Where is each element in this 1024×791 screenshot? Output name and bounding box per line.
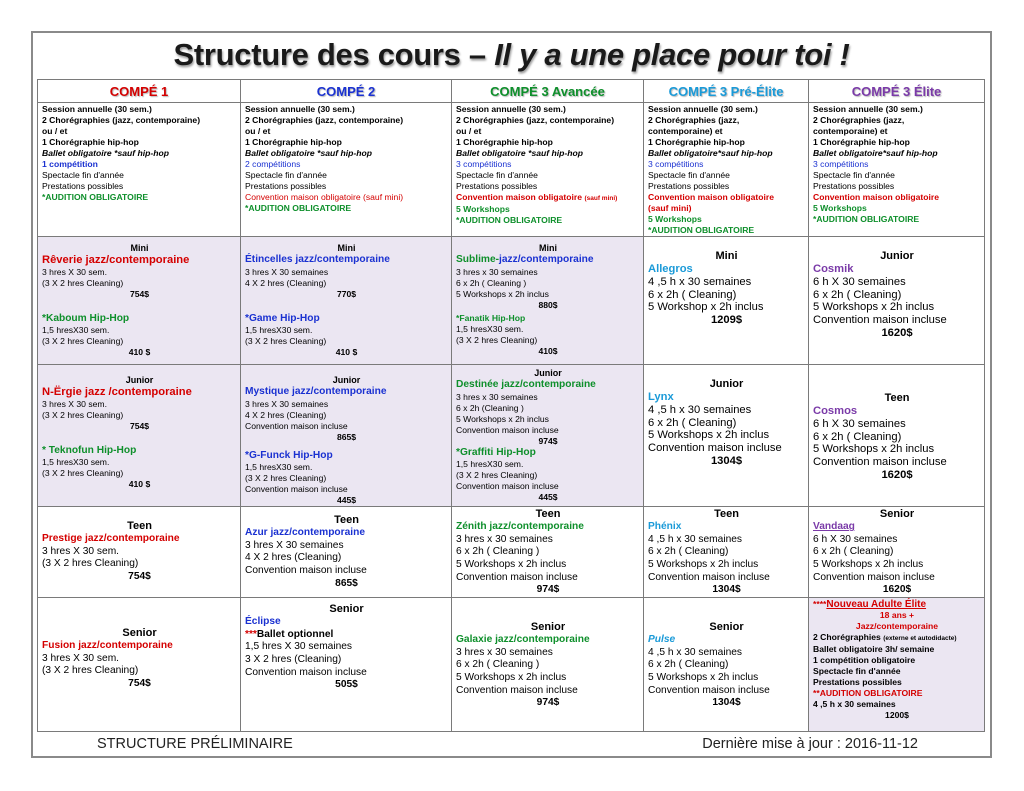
group-ballet-note <box>245 629 448 642</box>
column-header-compe-3-elite: COMPÉ 3 Élite <box>809 80 985 103</box>
group-workshops: 5 Workshops x 2h inclus <box>813 443 935 456</box>
info-convention <box>456 192 640 204</box>
info-line: Ballet obligatoire*sauf hip-hop <box>813 148 938 158</box>
group-hours: 4 ,5 h x 30 semaines <box>648 533 743 545</box>
group-name-hiphop: *G-Funck Hip-Hop <box>245 449 333 461</box>
group-workshops: 5 Workshops x 2h inclus <box>648 671 759 683</box>
header-row <box>38 80 985 103</box>
info-competitions: 2 compétitions <box>245 159 301 169</box>
group-hours: 6 h X 30 semaines <box>813 533 898 545</box>
group-workshops: 5 Workshops x 2h inclus <box>648 558 759 570</box>
info-line: ou / et <box>456 126 482 136</box>
info-line: ou / et <box>42 126 68 136</box>
group-name <box>456 254 640 267</box>
group-hours: 3 hres X 30 sem. <box>42 652 120 664</box>
info-line: Ballet obligatoire *sauf hip-hop <box>245 148 373 158</box>
group-name: Mystique jazz/contemporaine <box>245 386 387 397</box>
info-line: 1 Chorégraphie hip-hop <box>813 137 910 147</box>
group-cleaning: (3 X 2 hres Cleaning) <box>456 470 538 481</box>
group-price: 445$ <box>336 495 357 506</box>
group-name: Zénith jazz/contemporaine <box>456 521 584 533</box>
group-hours: 3 hres x 30 semaines <box>456 391 538 402</box>
group-price: 1620$ <box>881 468 913 481</box>
group-name: Prestige jazz/contemporaine <box>42 533 180 545</box>
group-price: 754$ <box>129 288 150 299</box>
group-cleaning: 4 X 2 hres (Cleaning) <box>245 552 342 564</box>
group-cleaning: 6 x 2h ( Cleaning ) <box>456 659 540 671</box>
group-hours: 1,5 hresX30 sem. <box>245 325 313 336</box>
group-convention: Convention maison incluse <box>648 442 782 455</box>
column-header-compe-3-pre-elite: COMPÉ 3 Pré-Élite <box>644 80 809 103</box>
group-name-hiphop: *Fanatik Hip-Hop <box>456 312 526 323</box>
group-name-hiphop: *Graffiti Hip-Hop <box>456 446 536 458</box>
group-convention: Convention maison incluse <box>245 484 348 495</box>
chore-note: (externe et autodidacte) <box>883 635 957 643</box>
group-hours: 1,5 hresX30 sem. <box>42 457 110 468</box>
group-row-1 <box>38 237 985 365</box>
group-cleaning: 6 x 2h ( Cleaning) <box>813 546 894 558</box>
info-convention: Convention maison obligatoire <box>813 192 940 202</box>
group-cell <box>452 365 644 507</box>
group-cleaning: (3 X 2 hres Cleaning) <box>42 558 139 570</box>
page-title <box>33 37 990 73</box>
level-label: Teen <box>714 508 739 521</box>
info-line: Prestations possibles <box>813 181 895 191</box>
group-name-part: jazz/contemporaine <box>499 254 594 265</box>
group-workshops: 5 Workshops x 2h inclus <box>456 671 567 683</box>
group-name: Allegros <box>648 263 693 275</box>
group-name-hiphop: * Teknofun Hip-Hop <box>42 444 137 456</box>
group-cell <box>241 365 452 507</box>
document-frame <box>31 31 992 758</box>
group-name: Cosmos <box>813 405 858 417</box>
group-cleaning: (3 X 2 hres Cleaning) <box>42 277 124 288</box>
group-cleaning: (3 X 2 hres Cleaning) <box>42 409 124 420</box>
group-workshops: 5 Workshops x 2h inclus <box>813 558 924 570</box>
group-price: 754$ <box>128 677 151 689</box>
group-hours: 3 hres x 30 semaines <box>456 646 553 658</box>
level-label: Mini <box>130 243 149 253</box>
group-cell <box>241 598 452 732</box>
group-price: 1304$ <box>712 697 741 709</box>
info-line: contemporaine) et <box>648 126 723 136</box>
info-line: 2 Chorégraphies (jazz, contemporaine) <box>456 115 615 125</box>
chore-text: 2 Chorégraphies <box>813 632 881 643</box>
info-line: Session annuelle (30 sem.) <box>456 104 566 114</box>
info-convention: Convention maison obligatoire (sauf mini) <box>245 192 404 202</box>
info-line: Ballet obligatoire *sauf hip-hop <box>456 148 584 158</box>
adult-style: Jazz/contemporaine <box>855 621 939 632</box>
group-cell <box>452 237 644 365</box>
info-convention-note: (sauf mini) <box>584 195 618 202</box>
info-line: 2 Chorégraphies (jazz, <box>813 115 905 125</box>
info-audition: *AUDITION OBLIGATOIRE <box>42 192 149 202</box>
level-label: Senior <box>879 508 915 521</box>
level-label: Mini <box>539 243 557 253</box>
info-workshops: 5 Workshops <box>813 203 867 213</box>
adult-show: Spectacle fin d'année <box>813 666 901 677</box>
info-line: 1 Chorégraphie hip-hop <box>245 137 342 147</box>
group-cell <box>809 237 985 365</box>
group-hours: 1,5 hres X 30 semaines <box>245 641 353 653</box>
group-convention: Convention maison incluse <box>648 571 770 583</box>
group-price: 505$ <box>335 679 358 691</box>
group-cell-adult-elite <box>809 598 985 732</box>
level-label: Senior <box>329 603 364 616</box>
group-hours: 3 hres X 30 semaines <box>245 266 329 277</box>
group-price: 445$ <box>538 492 558 503</box>
level-label: Junior <box>125 375 154 385</box>
adult-competition: 1 compétition obligatoire <box>813 655 916 666</box>
level-label: Teen <box>127 520 152 533</box>
info-workshops: 5 Workshops <box>456 204 510 214</box>
group-price: 865$ <box>336 431 357 442</box>
level-label: Junior <box>709 378 744 390</box>
group-convention: Convention maison incluse <box>456 684 578 696</box>
level-label: Mini <box>715 250 738 262</box>
group-cell <box>38 237 241 365</box>
group-hours: 1,5 hresX30 sem. <box>42 325 110 336</box>
group-cleaning: 3 X 2 hres (Cleaning) <box>245 653 342 665</box>
group-cleaning: (3 X 2 hres Cleaning) <box>42 336 124 347</box>
info-line: Spectacle fin d'année <box>245 170 327 180</box>
info-line: Prestations possibles <box>42 181 124 191</box>
info-line: Spectacle fin d'année <box>813 170 895 180</box>
ballet-text: Ballet optionnel <box>256 628 334 640</box>
info-competitions: 1 compétition <box>42 159 98 169</box>
group-workshops: 5 Workshops x 2h inclus <box>456 413 549 424</box>
group-name: Phénix <box>648 521 682 533</box>
group-price: 974$ <box>538 435 558 446</box>
info-audition: *AUDITION OBLIGATOIRE <box>648 225 755 235</box>
group-price: 1209$ <box>710 314 743 327</box>
title-italic: Il y a une place pour toi ! <box>494 37 850 72</box>
group-price: 754$ <box>129 420 150 431</box>
group-cleaning: 6 x 2h ( Cleaning) <box>813 288 902 301</box>
title-main: Structure des cours – <box>173 37 495 72</box>
group-hours: 3 hres X 30 sem. <box>42 398 107 409</box>
info-line: Ballet obligatoire *sauf hip-hop <box>42 148 170 158</box>
group-hours: 3 hres X 30 sem. <box>42 545 120 557</box>
group-hours: 1,5 hresX30 sem. <box>245 462 313 473</box>
group-price: 974$ <box>536 697 560 709</box>
info-line: 2 Chorégraphies (jazz, contemporaine) <box>245 115 404 125</box>
group-name: Éclipse <box>245 616 281 628</box>
group-cell <box>644 507 809 598</box>
group-cleaning: (3 X 2 hres Cleaning) <box>245 473 327 484</box>
group-convention: Convention maison incluse <box>456 424 559 435</box>
group-hours: 1,5 hresX30 sem. <box>456 459 524 470</box>
group-workshops: 5 Workshops x 2h inclus <box>648 429 770 442</box>
info-line: Session annuelle (30 sem.) <box>245 104 355 114</box>
group-cell <box>241 507 452 598</box>
adult-performances: Prestations possibles <box>813 677 902 688</box>
group-name-part: Sublime- <box>456 254 500 265</box>
info-competitions: 3 compétitions <box>648 159 704 169</box>
info-line: Prestations possibles <box>648 181 730 191</box>
level-label: Junior <box>880 250 914 262</box>
group-cell <box>809 365 985 507</box>
group-hours: 4 ,5 h x 30 semaines <box>648 646 743 658</box>
level-label: Junior <box>332 375 361 385</box>
group-hours: 3 hres x 30 semaines <box>456 266 538 277</box>
group-hours: 3 hres X 30 semaines <box>245 398 329 409</box>
footer-last-updated: Dernière mise à jour : 2016-11-12 <box>702 736 918 752</box>
group-hours: 4 ,5 h x 30 semaines <box>813 699 896 710</box>
group-cell <box>809 507 985 598</box>
group-price: 754$ <box>128 570 151 582</box>
info-line: Session annuelle (30 sem.) <box>42 104 152 114</box>
group-cell <box>38 507 241 598</box>
level-label: Senior <box>709 621 744 634</box>
group-cleaning: (3 X 2 hres Cleaning) <box>245 336 327 347</box>
group-price: 1304$ <box>710 454 743 467</box>
column-header-compe-2: COMPÉ 2 <box>241 80 452 103</box>
group-hours: 3 hres x 30 semaines <box>456 533 553 545</box>
group-hours: 6 h X 30 semaines <box>813 417 906 430</box>
info-audition: *AUDITION OBLIGATOIRE <box>813 214 920 224</box>
group-name: Azur jazz/contemporaine <box>245 527 366 539</box>
group-workshops: 5 Workshops x 2h inclus <box>456 558 567 570</box>
group-convention: Convention maison incluse <box>648 684 770 696</box>
group-convention: Convention maison incluse <box>245 564 367 576</box>
level-label: Junior <box>534 368 562 378</box>
group-cleaning: (3 X 2 hres Cleaning) <box>456 334 538 345</box>
group-name: Destinée jazz/contemporaine <box>456 379 596 390</box>
info-competitions: 3 compétitions <box>813 159 869 169</box>
level-label: Senior <box>530 621 566 634</box>
group-price: 410$ <box>538 345 558 356</box>
info-line: ou / et <box>245 126 271 136</box>
group-price: 410 $ <box>128 479 151 490</box>
column-header-compe-1: COMPÉ 1 <box>38 80 241 103</box>
group-cleaning: 6 x 2h ( Cleaning) <box>813 430 902 443</box>
info-cell <box>452 103 644 237</box>
info-line: Session annuelle (30 sem.) <box>648 104 758 114</box>
group-hours: 4 ,5 h x 30 semaines <box>648 403 752 416</box>
group-cleaning: 6 x 2h ( Cleaning) <box>648 659 729 671</box>
info-convention-note: (sauf mini) <box>648 203 692 213</box>
group-price: 1304$ <box>712 584 741 596</box>
group-name-hiphop: *Game Hip-Hop <box>245 312 320 324</box>
group-cell <box>644 598 809 732</box>
group-cleaning: 6 x 2h ( Cleaning) <box>648 416 737 429</box>
group-name: Pulse <box>648 634 676 646</box>
group-cell <box>241 237 452 365</box>
group-workshops: 5 Workshops x 2h inclus <box>456 288 549 299</box>
group-convention: Convention maison incluse <box>245 666 367 678</box>
group-name <box>813 599 981 610</box>
info-line: 2 Chorégraphies (jazz, <box>648 115 740 125</box>
group-name: Étincelles jazz/contemporaine <box>245 254 390 265</box>
info-line: Ballet obligatoire*sauf hip-hop <box>648 148 773 158</box>
group-hours: 3 hres X 30 semaines <box>245 539 344 551</box>
stars-marker: **** <box>813 599 827 610</box>
info-cell <box>38 103 241 237</box>
group-cleaning: 6 x 2h ( Cleaning) <box>648 288 737 301</box>
level-label: Teen <box>884 392 910 404</box>
footer-status: STRUCTURE PRÉLIMINAIRE <box>97 736 293 752</box>
group-workshops: 5 Workshops x 2h inclus <box>813 301 935 314</box>
level-label: Mini <box>337 243 356 253</box>
info-line: 2 Chorégraphies (jazz, contemporaine) <box>42 115 201 125</box>
adult-ballet: Ballet obligatoire 3h/ semaine <box>813 644 935 655</box>
info-line: Prestations possibles <box>456 181 538 191</box>
info-cell <box>809 103 985 237</box>
level-label: Teen <box>535 508 561 521</box>
info-cell <box>241 103 452 237</box>
info-audition: *AUDITION OBLIGATOIRE <box>245 203 352 213</box>
group-hours: 6 h X 30 semaines <box>813 275 906 288</box>
stars-marker: *** <box>245 628 257 640</box>
info-line: 1 Chorégraphie hip-hop <box>648 137 745 147</box>
level-label: Senior <box>122 627 157 640</box>
group-cell <box>644 365 809 507</box>
adult-audition: **AUDITION OBLIGATOIRE <box>813 688 923 699</box>
group-name: N-Ërgie jazz /contemporaine <box>42 386 192 398</box>
adult-elite-title: Nouveau Adulte Élite <box>826 599 927 611</box>
info-line: Session annuelle (30 sem.) <box>813 104 923 114</box>
info-line: 1 Chorégraphie hip-hop <box>456 137 553 147</box>
group-row-4 <box>38 598 985 732</box>
group-price: 974$ <box>536 584 560 596</box>
group-convention: Convention maison incluse <box>813 456 947 469</box>
group-name-hiphop: *Kaboum Hip-Hop <box>42 312 130 324</box>
info-line: Prestations possibles <box>245 181 327 191</box>
group-cell <box>38 598 241 732</box>
group-hours: 3 hres X 30 sem. <box>42 266 107 277</box>
group-cleaning: (3 X 2 hres Cleaning) <box>42 468 124 479</box>
info-competitions: 3 compétitions <box>456 159 512 169</box>
group-convention: Convention maison incluse <box>813 314 947 327</box>
info-line: Spectacle fin d'année <box>456 170 538 180</box>
info-convention-text: Convention maison obligatoire <box>456 192 583 202</box>
group-convention: Convention maison incluse <box>456 571 578 583</box>
info-workshops: 5 Workshops <box>648 214 702 224</box>
info-cell <box>644 103 809 237</box>
group-price: 410 $ <box>335 347 358 358</box>
group-workshops: 5 Workshop x 2h inclus <box>648 301 764 314</box>
group-row-2 <box>38 365 985 507</box>
info-line: Spectacle fin d'année <box>648 170 730 180</box>
group-cell <box>38 365 241 507</box>
group-cleaning: 4 X 2 hres (Cleaning) <box>245 409 327 420</box>
group-cleaning: (3 X 2 hres Cleaning) <box>42 665 139 677</box>
group-cell <box>452 507 644 598</box>
group-price: 410 $ <box>128 347 151 358</box>
info-audition: *AUDITION OBLIGATOIRE <box>456 215 563 225</box>
group-price: 1620$ <box>881 326 913 339</box>
group-cell <box>452 598 644 732</box>
group-name: Vandaag <box>813 521 855 533</box>
group-name: Fusion jazz/contemporaine <box>42 640 173 652</box>
group-price: 1200$ <box>885 710 909 721</box>
info-convention: Convention maison obligatoire <box>648 192 775 202</box>
group-hours: 1,5 hresX30 sem. <box>456 323 524 334</box>
group-convention: Convention maison incluse <box>245 420 348 431</box>
group-price: 880$ <box>538 299 558 310</box>
group-name: Rêverie jazz/contemporaine <box>42 254 190 266</box>
group-name: Lynx <box>648 391 674 403</box>
group-cell <box>644 237 809 365</box>
group-price: 865$ <box>335 577 358 589</box>
group-cleaning: 6 x 2h (Cleaning ) <box>456 402 524 413</box>
group-name: Galaxie jazz/contemporaine <box>456 634 590 646</box>
group-price: 770$ <box>336 288 357 299</box>
group-price: 1620$ <box>882 584 912 596</box>
info-line: Spectacle fin d'année <box>42 170 124 180</box>
info-line: contemporaine) et <box>813 126 888 136</box>
group-name: Cosmik <box>813 263 854 275</box>
group-hours: 4 ,5 h x 30 semaines <box>648 275 752 288</box>
group-cleaning: 6 x 2h ( Cleaning) <box>648 546 729 558</box>
group-cleaning: 4 X 2 hres (Cleaning) <box>245 277 327 288</box>
adult-choreographies <box>813 632 981 644</box>
course-structure-table <box>37 79 985 732</box>
group-cleaning: 6 x 2h ( Cleaning ) <box>456 277 527 288</box>
group-cleaning: 6 x 2h ( Cleaning ) <box>456 546 540 558</box>
column-header-compe-3-avancee: COMPÉ 3 Avancée <box>452 80 644 103</box>
group-row-3 <box>38 507 985 598</box>
info-line: 1 Chorégraphie hip-hop <box>42 137 139 147</box>
level-label: Teen <box>334 514 359 527</box>
group-convention: Convention maison incluse <box>456 481 559 492</box>
group-convention: Convention maison incluse <box>813 571 935 583</box>
adult-age: 18 ans + <box>879 610 915 621</box>
info-row <box>38 103 985 237</box>
